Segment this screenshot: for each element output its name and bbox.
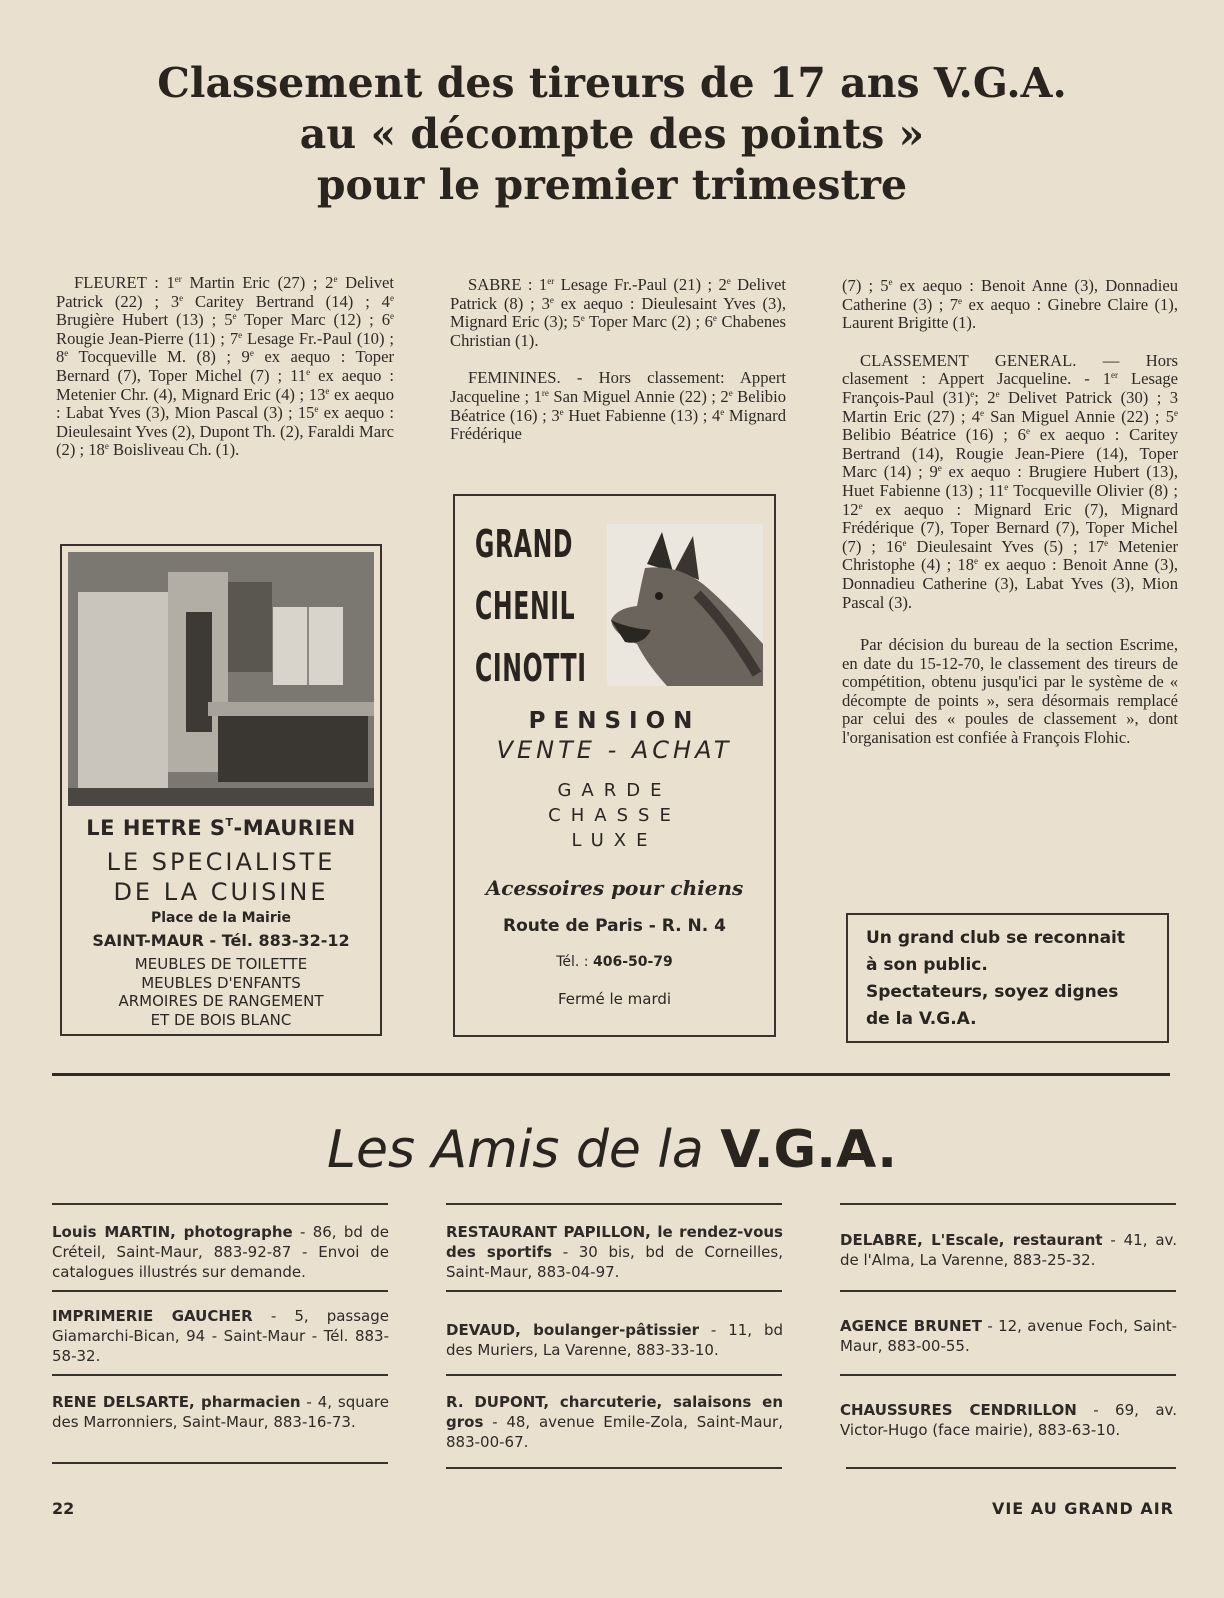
text-segment: ex aequo : Caritey Bertrand (14), Rougie Jean-Piere (14), Toper Marc (14) ; 9 bbox=[842, 425, 1178, 482]
text-segment: Chabenes Christian (1). bbox=[450, 312, 786, 350]
ordinal-suffix: er bbox=[547, 276, 555, 286]
club-slogan-box bbox=[846, 913, 1169, 1043]
chenil-service: LUXE bbox=[571, 830, 658, 851]
friend-details: - 11, bd des Muriers, La Varenne, 883-33-10. bbox=[446, 1321, 783, 1359]
hetre-name bbox=[62, 816, 380, 840]
title-line-1: Classement des tireurs de 17 ans V.G.A. bbox=[157, 59, 1067, 107]
hetre-products bbox=[62, 955, 380, 1029]
friend-name: AGENCE BRUNET bbox=[840, 1317, 982, 1335]
ordinal-suffix: e bbox=[970, 388, 975, 399]
sabre-column bbox=[450, 276, 786, 463]
text-segment: Brugière Hubert (13) ; 5 bbox=[56, 310, 233, 330]
chenil-vente-achat: VENTE - ACHAT bbox=[496, 736, 733, 764]
ordinal-suffix: e bbox=[712, 313, 717, 324]
ordinal-suffix: er bbox=[174, 274, 182, 284]
ordinal-suffix: e bbox=[720, 406, 725, 417]
friend-name: DELABRE, L'Escale, restaurant bbox=[840, 1231, 1103, 1249]
ordinal-suffix: e bbox=[179, 292, 184, 303]
kitchen-photo bbox=[68, 552, 374, 806]
hetre-city-phone: SAINT-MAUR - Tél. 883-32-12 bbox=[92, 931, 350, 950]
text-segment: ex aequo : Labat Yves (3), Mion Pascal (3) ; 15 bbox=[56, 384, 394, 423]
friend-details: - 4, square des Marronniers, Saint-Maur, 883-16-73. bbox=[52, 1393, 389, 1431]
ordinal-suffix: e bbox=[333, 274, 338, 284]
ordinal-suffix: re bbox=[541, 387, 549, 398]
friend-details: - 69, av. Victor-Hugo (face mairie), 883-63-10. bbox=[840, 1401, 1177, 1439]
text-segment: ex aequo : Ginebre Claire (1), Laurent Brigitte (1). bbox=[842, 294, 1178, 333]
ordinal-suffix: e bbox=[549, 294, 554, 305]
text-segment: Toper Marc (12) ; 6 bbox=[236, 310, 391, 330]
ordinal-suffix: e bbox=[974, 556, 979, 567]
chenil-name-line-1: GRAND bbox=[475, 522, 574, 566]
ordinal-suffix: e bbox=[325, 385, 330, 396]
entry-divider bbox=[446, 1203, 782, 1205]
entry-divider bbox=[52, 1203, 388, 1205]
text-segment: FEMININES. - Hors classement: Appert Jacqueline ; 1 bbox=[450, 368, 786, 406]
chenil-services bbox=[455, 778, 774, 853]
ordinal-suffix: e bbox=[1174, 407, 1179, 418]
text-segment: San Miguel Annie (22) ; 5 bbox=[984, 406, 1175, 426]
ordinal-suffix: e bbox=[64, 348, 69, 359]
text-segment: (7) ; 5 bbox=[842, 276, 889, 295]
text-segment: ex aequo : Dieulesaint Yves (2), Dupont Th. (2), Faraldi Marc (2) ; 18 bbox=[56, 403, 394, 460]
ordinal-suffix: e bbox=[1104, 537, 1109, 548]
text-segment: ex aequo : Benoit Anne (3), Donnadieu Catherine (3), Labat Yves (3), Mion Pascal (3). bbox=[842, 555, 1178, 612]
friend-entry bbox=[446, 1222, 783, 1282]
text-segment: Belibio Béatrice (16) ; 6 bbox=[842, 425, 1026, 445]
chenil-phone bbox=[455, 954, 774, 970]
text-segment: Dieulesaint Yves (5) ; 17 bbox=[906, 536, 1105, 556]
chenil-accessoires: Acessoires pour chiens bbox=[485, 876, 744, 900]
friend-entry bbox=[840, 1400, 1177, 1440]
hetre-product: ARMOIRES DE RANGEMENT bbox=[118, 992, 324, 1010]
club-slogan-line: de la V.G.A. bbox=[866, 1009, 977, 1029]
club-slogan-line: Spectateurs, soyez dignes bbox=[866, 982, 1119, 1002]
chenil-service: GARDE bbox=[557, 780, 672, 801]
friend-entry bbox=[52, 1392, 389, 1432]
text-segment: Rougie Jean-Pierre (11) ; 7 bbox=[56, 328, 239, 348]
ordinal-suffix: e bbox=[306, 366, 311, 377]
text-segment: ex aequo : Mignard Eric (7), Mignard Frédérique (7), Toper Bernard (7), Toper Michel (7) ; 16 bbox=[842, 499, 1178, 556]
friend-details: - 48, avenue Emile-Zola, Saint-Maur, 883-00-67. bbox=[446, 1413, 783, 1451]
fleuret-results bbox=[56, 274, 394, 460]
friend-name: R. DUPONT, charcuterie, salaisons en gros bbox=[446, 1393, 783, 1431]
ordinal-suffix: e bbox=[902, 537, 907, 548]
hetre-product: MEUBLES DE TOILETTE bbox=[134, 955, 308, 973]
amis-section-title bbox=[0, 1120, 1224, 1180]
friend-name: CHAUSSURES CENDRILLON bbox=[840, 1401, 1077, 1419]
entry-divider bbox=[52, 1374, 388, 1376]
title-line-3: pour le premier trimestre bbox=[316, 161, 908, 209]
text-segment: ; 2 bbox=[974, 387, 996, 407]
hetre-name-part-2: -MAURIEN bbox=[233, 816, 356, 840]
ordinal-suffix: e bbox=[937, 463, 942, 474]
ordinal-suffix: e bbox=[1025, 426, 1030, 437]
club-slogan-line: Un grand club se reconnait bbox=[866, 928, 1126, 948]
text-segment: Huet Fabienne (13) ; 4 bbox=[563, 405, 721, 425]
text-segment: Lesage François-Paul (31) bbox=[842, 369, 1178, 407]
chenil-closed-day: Fermé le mardi bbox=[557, 990, 672, 1008]
fleuret-column bbox=[56, 274, 394, 479]
text-segment: Belibio Béatrice (16) ; 3 bbox=[450, 386, 787, 425]
ordinal-suffix: e bbox=[104, 441, 109, 452]
ordinal-suffix: e bbox=[580, 313, 585, 324]
friend-name: RENE DELSARTE, pharmacien bbox=[52, 1393, 301, 1411]
entry-divider bbox=[840, 1374, 1176, 1376]
friend-name: DEVAUD, boulanger-pâtissier bbox=[446, 1321, 700, 1339]
text-segment: ex aequo : Toper Bernard (7), Toper Michel (7) ; 11 bbox=[56, 347, 394, 385]
hetre-product: MEUBLES D'ENFANTS bbox=[141, 973, 301, 992]
entry-divider bbox=[846, 1467, 1176, 1469]
entry-divider bbox=[446, 1467, 782, 1469]
kitchen-illustration-icon bbox=[68, 552, 374, 806]
ordinal-suffix: e bbox=[958, 295, 963, 306]
text-segment: Tocqueville Olivier (8) ; 12 bbox=[842, 480, 1178, 519]
friend-details: - 41, av. de l'Alma, La Varenne, 883-25-32. bbox=[840, 1231, 1177, 1269]
hetre-slogan-2: DE LA CUISINE bbox=[113, 878, 329, 906]
dog-photo bbox=[607, 524, 763, 686]
general-column bbox=[842, 277, 1178, 767]
ordinal-suffix: e bbox=[249, 348, 254, 359]
text-segment: ex aequo : Dieulesaint Yves (3), Mignard Eric (3); 5 bbox=[450, 293, 786, 332]
hetre-slogan-1: LE SPECIALISTE bbox=[106, 848, 336, 876]
entry-divider bbox=[52, 1462, 388, 1464]
ordinal-suffix: e bbox=[390, 311, 395, 322]
ordinal-suffix: e bbox=[232, 311, 237, 322]
entry-divider bbox=[840, 1203, 1176, 1205]
text-segment: Metenier Christophe (4) ; 18 bbox=[842, 536, 1178, 575]
text-segment: Delivet Patrick (22) ; 3 bbox=[56, 273, 394, 311]
chenil-name-line-3: CINOTTI bbox=[475, 646, 587, 690]
ad-grand-chenil-cinotti bbox=[453, 494, 776, 1037]
section-divider bbox=[52, 1073, 1170, 1076]
friend-details: - 12, avenue Foch, Saint-Maur, 883-00-55. bbox=[840, 1317, 1177, 1355]
chenil-service: CHASSE bbox=[548, 805, 681, 826]
ordinal-suffix: e bbox=[314, 404, 319, 415]
entry-divider bbox=[52, 1290, 388, 1292]
page-number: 22 bbox=[52, 1499, 75, 1518]
ad-hetre-st-maurien bbox=[60, 544, 382, 1036]
sabre-results bbox=[450, 276, 786, 350]
amis-title-bold: V.G.A. bbox=[720, 1120, 897, 1180]
friend-details: - 86, bd de Créteil, Saint-Maur, 883-92-87 - Envoi de catalogues illustrés sur demande. bbox=[52, 1223, 389, 1281]
ordinal-suffix: e bbox=[389, 292, 394, 303]
friend-name: Louis MARTIN, photographe bbox=[52, 1223, 293, 1241]
hetre-address: Place de la Mairie bbox=[150, 910, 292, 926]
chenil-pension: PENSION bbox=[528, 708, 701, 734]
text-segment: Boisliveau Ch. (1). bbox=[108, 440, 240, 460]
friend-entry bbox=[446, 1320, 783, 1360]
ordinal-suffix: e bbox=[728, 387, 733, 398]
ordinal-suffix: e bbox=[888, 277, 893, 287]
amis-title-italic: Les Amis de la bbox=[327, 1120, 721, 1180]
chenil-phone-label: Tél. : bbox=[556, 954, 589, 970]
text-segment: ex aequo : Brugiere Hubert (13), Huet Fabienne (13) ; 11 bbox=[842, 462, 1178, 500]
entry-divider bbox=[446, 1374, 782, 1376]
ordinal-suffix: e bbox=[858, 500, 863, 511]
magazine-name: VIE AU GRAND AIR bbox=[991, 1499, 1174, 1518]
text-segment: SABRE : 1 bbox=[468, 275, 548, 294]
entry-divider bbox=[446, 1290, 782, 1292]
hetre-name-part-1: LE HETRE S bbox=[86, 816, 226, 840]
friend-entry bbox=[52, 1306, 389, 1366]
ordinal-suffix: er bbox=[1111, 370, 1119, 381]
ordinal-suffix: e bbox=[238, 329, 243, 340]
text-segment: Delivet Patrick (8) ; 3 bbox=[450, 275, 786, 313]
text-segment: San Miguel Annie (22) ; 2 bbox=[548, 386, 729, 406]
club-slogan-line: à son public. bbox=[866, 955, 988, 975]
friend-name: IMPRIMERIE GAUCHER bbox=[52, 1307, 253, 1325]
feminines-results-continued bbox=[842, 277, 1178, 333]
friend-entry bbox=[52, 1222, 389, 1282]
ordinal-suffix: e bbox=[559, 406, 564, 417]
friend-entry bbox=[446, 1392, 783, 1452]
friend-name: RESTAURANT PAPILLON, le rendez-vous des sportifs bbox=[446, 1223, 783, 1261]
text-segment: CLASSEMENT GENERAL. — Hors clasement : Appert Jacqueline. - 1 bbox=[842, 350, 1178, 389]
hetre-product: ET DE BOIS BLANC bbox=[150, 1010, 292, 1029]
ordinal-suffix: e bbox=[1004, 481, 1009, 492]
chenil-name-line-2: CHENIL bbox=[475, 584, 576, 628]
text-segment: Delivet Patrick (30) ; 3 Martin Eric (27) ; 4 bbox=[842, 387, 1179, 426]
text-segment: FLEURET : 1 bbox=[74, 273, 175, 292]
decision-text: Par décision du bureau de la section Escrime, en date du 15-12-70, le classement des tireurs de compétition, obtenu jusqu'ici par le système de « décompte de points », sera désormais remplacé par celui des « poules de classement », dont l'organisation est confiée à François Flohic. bbox=[842, 635, 1178, 748]
german-shepherd-icon bbox=[607, 524, 763, 686]
text-segment: ex aequo : Benoit Anne (3), Donnadieu Catherine (3) ; 7 bbox=[842, 276, 1178, 314]
text-segment: ex aequo : Metenier Chr. (4), Mignard Eric (4) ; 13 bbox=[56, 365, 394, 404]
friend-details: - 5, passage Giamarchi-Bican, 94 - Saint-Maur - Tél. 883-58-32. bbox=[52, 1307, 389, 1365]
chenil-phone-number: 406-50-79 bbox=[592, 954, 673, 970]
text-segment: Caritey Bertrand (14) ; 4 bbox=[183, 291, 390, 311]
friend-entry bbox=[840, 1230, 1177, 1270]
text-segment: Toper Marc (2) ; 6 bbox=[584, 312, 713, 332]
ordinal-suffix: e bbox=[726, 276, 731, 286]
friend-entry bbox=[840, 1316, 1177, 1356]
ordinal-suffix: e bbox=[980, 407, 985, 418]
title-line-2: au « décompte des points » bbox=[299, 110, 925, 158]
chenil-route: Route de Paris - R. N. 4 bbox=[503, 916, 726, 936]
ordinal-suffix: e bbox=[995, 388, 1000, 399]
page-title bbox=[60, 58, 1164, 211]
text-segment: Lesage Fr.-Paul (10) ; 8 bbox=[56, 328, 394, 367]
entry-divider bbox=[840, 1290, 1176, 1292]
feminines-results bbox=[450, 369, 786, 443]
hetre-name-sup: T bbox=[225, 816, 234, 829]
text-segment: Mignard Frédérique bbox=[450, 405, 786, 444]
general-ranking bbox=[842, 352, 1178, 612]
text-segment: Martin Eric (27) ; 2 bbox=[181, 273, 334, 292]
text-segment: Tocqueville M. (8) ; 9 bbox=[68, 347, 250, 367]
text-segment: Lesage Fr.-Paul (21) ; 2 bbox=[554, 275, 727, 294]
friend-details: - 30 bis, bd de Corneilles, Saint-Maur, 883-04-97. bbox=[446, 1243, 783, 1281]
